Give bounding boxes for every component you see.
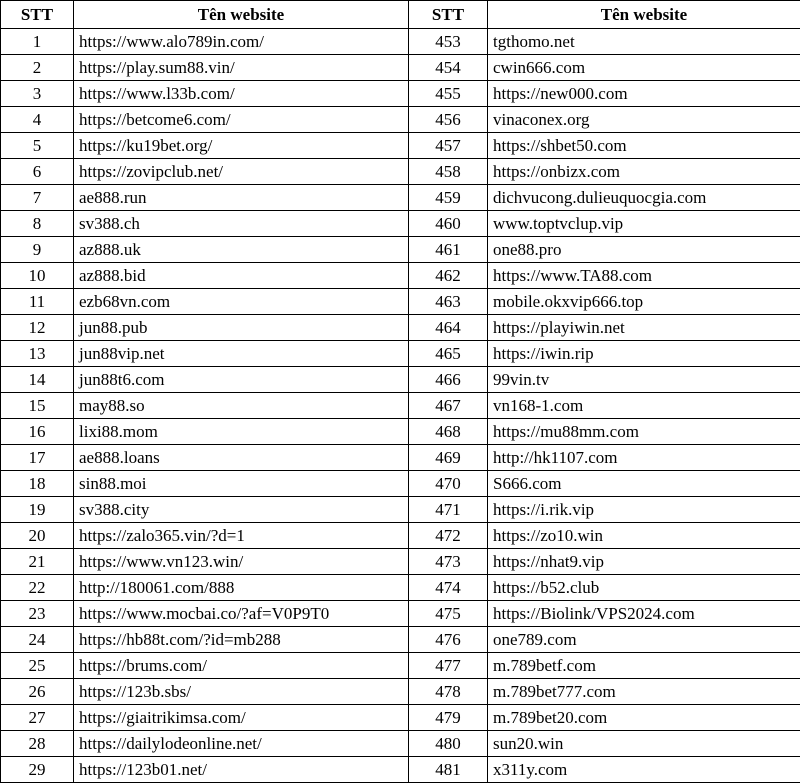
- row-website-right: https://iwin.rip: [488, 341, 800, 367]
- table-body: [1, 29, 800, 783]
- row-stt-right: 454: [409, 55, 488, 81]
- row-website-left: ae888.loans: [74, 445, 409, 471]
- row-website-right: m.789bet20.com: [488, 705, 800, 731]
- row-website-right: http://hk1107.com: [488, 445, 800, 471]
- row-stt-right: 461: [409, 237, 488, 263]
- table-row: [1, 705, 800, 731]
- row-stt-left: 3: [1, 81, 74, 107]
- row-stt-right: 465: [409, 341, 488, 367]
- row-stt-right: 478: [409, 679, 488, 705]
- row-stt-right: 469: [409, 445, 488, 471]
- row-stt-left: 8: [1, 211, 74, 237]
- row-website-right: https://i.rik.vip: [488, 497, 800, 523]
- row-stt-right: 476: [409, 627, 488, 653]
- row-website-left: https://123b01.net/: [74, 757, 409, 783]
- row-website-left: https://www.l33b.com/: [74, 81, 409, 107]
- row-stt-left: 19: [1, 497, 74, 523]
- row-website-right: sun20.win: [488, 731, 800, 757]
- row-website-right: vn168-1.com: [488, 393, 800, 419]
- row-stt-right: 463: [409, 289, 488, 315]
- row-website-left: jun88.pub: [74, 315, 409, 341]
- row-website-right: S666.com: [488, 471, 800, 497]
- row-stt-right: 459: [409, 185, 488, 211]
- row-website-right: https://mu88mm.com: [488, 419, 800, 445]
- row-stt-left: 27: [1, 705, 74, 731]
- header-stt-right: STT: [409, 1, 488, 29]
- row-stt-right: 471: [409, 497, 488, 523]
- table-row: [1, 757, 800, 783]
- row-website-left: https://www.alo789in.com/: [74, 29, 409, 55]
- table-row: [1, 549, 800, 575]
- table-row: [1, 237, 800, 263]
- row-stt-right: 466: [409, 367, 488, 393]
- table-row: [1, 419, 800, 445]
- header-stt-left: STT: [1, 1, 74, 29]
- row-stt-right: 453: [409, 29, 488, 55]
- row-stt-right: 467: [409, 393, 488, 419]
- row-website-left: https://brums.com/: [74, 653, 409, 679]
- row-website-right: www.toptvclup.vip: [488, 211, 800, 237]
- row-stt-left: 12: [1, 315, 74, 341]
- row-stt-left: 26: [1, 679, 74, 705]
- row-stt-left: 2: [1, 55, 74, 81]
- row-stt-right: 460: [409, 211, 488, 237]
- row-website-right: https://playiwin.net: [488, 315, 800, 341]
- row-stt-right: 464: [409, 315, 488, 341]
- table-row: [1, 263, 800, 289]
- row-website-left: https://betcome6.com/: [74, 107, 409, 133]
- row-stt-right: 474: [409, 575, 488, 601]
- row-stt-left: 4: [1, 107, 74, 133]
- row-website-left: https://dailylodeonline.net/: [74, 731, 409, 757]
- row-website-right: 99vin.tv: [488, 367, 800, 393]
- header-website-left: Tên website: [74, 1, 409, 29]
- row-stt-left: 28: [1, 731, 74, 757]
- row-website-right: https://new000.com: [488, 81, 800, 107]
- row-website-right: https://shbet50.com: [488, 133, 800, 159]
- row-website-right: https://www.TA88.com: [488, 263, 800, 289]
- row-stt-right: 480: [409, 731, 488, 757]
- row-website-right: mobile.okxvip666.top: [488, 289, 800, 315]
- row-website-left: https://hb88t.com/?id=mb288: [74, 627, 409, 653]
- row-stt-right: 468: [409, 419, 488, 445]
- row-website-left: http://180061.com/888: [74, 575, 409, 601]
- table-row: [1, 107, 800, 133]
- row-stt-right: 472: [409, 523, 488, 549]
- row-website-right: https://zo10.win: [488, 523, 800, 549]
- row-website-left: https://zovipclub.net/: [74, 159, 409, 185]
- row-stt-left: 23: [1, 601, 74, 627]
- row-stt-left: 21: [1, 549, 74, 575]
- row-stt-left: 15: [1, 393, 74, 419]
- row-website-right: one789.com: [488, 627, 800, 653]
- row-stt-left: 5: [1, 133, 74, 159]
- row-stt-left: 24: [1, 627, 74, 653]
- table-row: [1, 471, 800, 497]
- table-row: [1, 159, 800, 185]
- row-stt-left: 20: [1, 523, 74, 549]
- table-row: [1, 81, 800, 107]
- table-row: [1, 575, 800, 601]
- table-row: [1, 393, 800, 419]
- row-stt-left: 9: [1, 237, 74, 263]
- row-stt-right: 455: [409, 81, 488, 107]
- table-row: [1, 367, 800, 393]
- row-stt-left: 29: [1, 757, 74, 783]
- row-stt-left: 16: [1, 419, 74, 445]
- row-website-right: tgthomo.net: [488, 29, 800, 55]
- row-website-right: https://nhat9.vip: [488, 549, 800, 575]
- row-stt-left: 22: [1, 575, 74, 601]
- table-row: [1, 315, 800, 341]
- row-website-left: may88.so: [74, 393, 409, 419]
- table-row: [1, 133, 800, 159]
- row-website-right: m.789betf.com: [488, 653, 800, 679]
- table-row: [1, 289, 800, 315]
- row-website-right: https://b52.club: [488, 575, 800, 601]
- row-website-left: az888.uk: [74, 237, 409, 263]
- row-stt-right: 470: [409, 471, 488, 497]
- row-stt-right: 458: [409, 159, 488, 185]
- row-stt-right: 481: [409, 757, 488, 783]
- row-stt-left: 14: [1, 367, 74, 393]
- row-website-left: https://www.mocbai.co/?af=V0P9T0: [74, 601, 409, 627]
- row-website-left: az888.bid: [74, 263, 409, 289]
- table-row: [1, 29, 800, 55]
- row-stt-right: 462: [409, 263, 488, 289]
- row-website-left: https://ku19bet.org/: [74, 133, 409, 159]
- row-website-left: https://123b.sbs/: [74, 679, 409, 705]
- row-website-left: ezb68vn.com: [74, 289, 409, 315]
- row-stt-right: 457: [409, 133, 488, 159]
- row-website-right: m.789bet777.com: [488, 679, 800, 705]
- table-row: [1, 445, 800, 471]
- row-website-right: one88.pro: [488, 237, 800, 263]
- row-website-left: lixi88.mom: [74, 419, 409, 445]
- row-stt-right: 456: [409, 107, 488, 133]
- row-website-right: https://onbizx.com: [488, 159, 800, 185]
- row-stt-left: 10: [1, 263, 74, 289]
- table-row: [1, 601, 800, 627]
- row-website-left: https://play.sum88.vin/: [74, 55, 409, 81]
- row-website-left: sv388.ch: [74, 211, 409, 237]
- row-website-left: https://www.vn123.win/: [74, 549, 409, 575]
- row-stt-left: 11: [1, 289, 74, 315]
- row-stt-left: 25: [1, 653, 74, 679]
- table-row: [1, 627, 800, 653]
- row-website-left: sv388.city: [74, 497, 409, 523]
- table-row: [1, 523, 800, 549]
- row-website-left: jun88vip.net: [74, 341, 409, 367]
- row-stt-right: 477: [409, 653, 488, 679]
- table-row: [1, 653, 800, 679]
- header-website-right: Tên website: [488, 1, 800, 29]
- table-row: [1, 497, 800, 523]
- table-row: [1, 55, 800, 81]
- row-stt-left: 1: [1, 29, 74, 55]
- table-row: [1, 185, 800, 211]
- header-row: [1, 1, 800, 29]
- row-stt-right: 479: [409, 705, 488, 731]
- row-website-right: x311y.com: [488, 757, 800, 783]
- row-stt-left: 18: [1, 471, 74, 497]
- table-row: [1, 731, 800, 757]
- row-website-left: https://giaitrikimsa.com/: [74, 705, 409, 731]
- row-website-left: sin88.moi: [74, 471, 409, 497]
- row-website-left: https://zalo365.vin/?d=1: [74, 523, 409, 549]
- table-header: [1, 1, 800, 29]
- row-stt-left: 13: [1, 341, 74, 367]
- row-website-right: https://Biolink/VPS2024.com: [488, 601, 800, 627]
- row-website-right: dichvucong.dulieuquocgia.com: [488, 185, 800, 211]
- row-stt-left: 6: [1, 159, 74, 185]
- table-row: [1, 679, 800, 705]
- row-stt-left: 17: [1, 445, 74, 471]
- row-stt-right: 473: [409, 549, 488, 575]
- row-website-right: cwin666.com: [488, 55, 800, 81]
- row-stt-left: 7: [1, 185, 74, 211]
- table-row: [1, 341, 800, 367]
- row-website-right: vinaconex.org: [488, 107, 800, 133]
- row-stt-right: 475: [409, 601, 488, 627]
- row-website-left: ae888.run: [74, 185, 409, 211]
- table-row: [1, 211, 800, 237]
- row-website-left: jun88t6.com: [74, 367, 409, 393]
